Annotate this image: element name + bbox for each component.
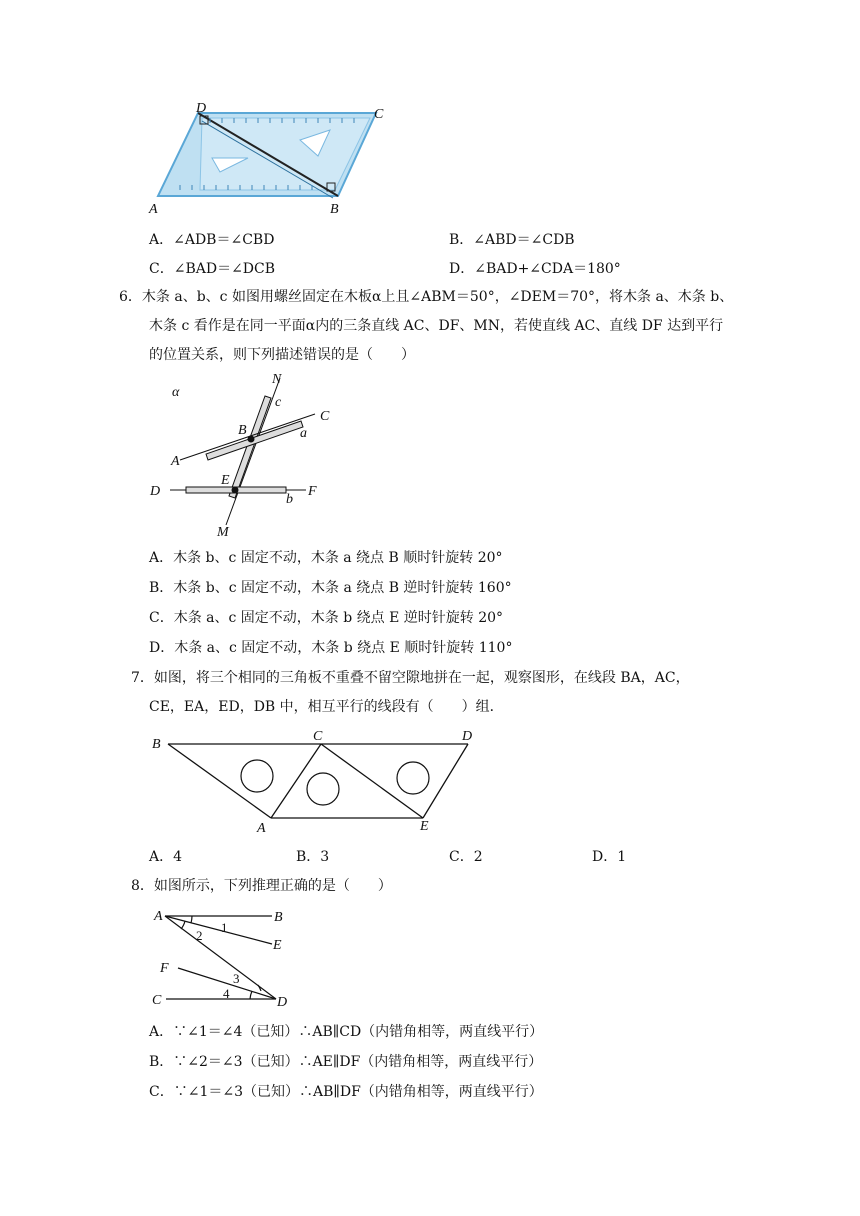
q8-label-angle-1: 1 xyxy=(221,920,228,935)
q8-option-a[interactable]: A．∵∠1＝∠4（已知）∴AB∥CD（内错角相等，两直线平行） xyxy=(149,1024,544,1040)
q8-label-angle-3: 3 xyxy=(233,971,240,986)
q5-option-d[interactable]: D．∠BAD+∠CDA＝180° xyxy=(449,261,621,277)
q7-label-C: C xyxy=(313,729,323,744)
q8-stem: 8．如图所示，下列推理正确的是（ ） xyxy=(131,878,392,894)
q6-label-alpha: α xyxy=(172,385,180,400)
q5-option-a[interactable]: A．∠ADB＝∠CBD xyxy=(149,232,275,248)
q8-label-C: C xyxy=(152,993,162,1008)
q5-parallelogram-figure xyxy=(140,100,400,220)
q5-label-B: B xyxy=(330,202,339,217)
q5-option-b[interactable]: B．∠ABD＝∠CDB xyxy=(449,232,575,248)
q6-option-a[interactable]: A．木条 b、c 固定不动，木条 a 绕点 B 顺时针旋转 20° xyxy=(149,550,503,566)
q6-label-D: D xyxy=(150,484,161,499)
q6-label-M: M xyxy=(217,525,229,540)
q7-option-b[interactable]: B．3 xyxy=(296,849,330,865)
q6-stem-line-2: 木条 c 看作是在同一平面α内的三条直线 AC、DF、MN，若使直线 AC、直线 DF 达到平行 xyxy=(149,318,724,334)
q7-triangles-figure xyxy=(140,722,490,842)
q7-option-a[interactable]: A．4 xyxy=(149,849,183,865)
q6-label-A: A xyxy=(171,454,180,469)
q5-label-A: A xyxy=(149,202,158,217)
q8-option-b[interactable]: B．∵∠2＝∠3（已知）∴AE∥DF（内错角相等，两直线平行） xyxy=(149,1054,543,1070)
q6-label-F: F xyxy=(308,484,317,499)
q8-label-D: D xyxy=(277,995,288,1010)
q6-label-B: B xyxy=(238,423,247,438)
q6-sticks-figure xyxy=(140,370,340,540)
q6-stem-line-3: 的位置关系，则下列描述错误的是（ ） xyxy=(149,347,415,363)
q7-label-E: E xyxy=(420,819,429,834)
q7-label-D: D xyxy=(462,729,473,744)
q6-label-b: b xyxy=(286,492,293,507)
q6-label-c: c xyxy=(275,395,282,410)
q5-option-c[interactable]: C．∠BAD＝∠DCB xyxy=(149,261,276,277)
q8-label-F: F xyxy=(160,961,169,976)
q8-label-angle-2: 2 xyxy=(196,928,203,943)
q6-label-a: a xyxy=(300,426,307,441)
q6-stem-line-1: 6．木条 a、b、c 如图用螺丝固定在木板α上且∠ABM＝50°，∠DEM＝70°，将木条 a、木条 b、 xyxy=(119,289,734,305)
q5-label-D: D xyxy=(196,101,207,116)
q7-stem-line-2: CE，EA，ED，DB 中，相互平行的线段有（ ）组． xyxy=(149,699,504,715)
q6-option-c[interactable]: C．木条 a、c 固定不动，木条 b 绕点 E 逆时针旋转 20° xyxy=(149,610,504,626)
q6-label-N: N xyxy=(272,372,282,387)
q8-label-E: E xyxy=(273,938,282,953)
q6-option-d[interactable]: D．木条 a、c 固定不动，木条 b 绕点 E 顺时针旋转 110° xyxy=(149,640,513,656)
q8-angles-figure xyxy=(140,902,310,1012)
q6-option-b[interactable]: B．木条 b、c 固定不动，木条 a 绕点 B 逆时针旋转 160° xyxy=(149,580,512,596)
q5-label-C: C xyxy=(374,107,384,122)
q7-option-d[interactable]: D．1 xyxy=(592,849,627,865)
q7-label-B: B xyxy=(152,737,161,752)
q8-option-c[interactable]: C．∵∠1＝∠3（已知）∴AB∥DF（内错角相等，两直线平行） xyxy=(149,1084,543,1100)
q7-option-c[interactable]: C．2 xyxy=(449,849,483,865)
q7-label-A: A xyxy=(257,821,266,836)
q6-label-C: C xyxy=(320,409,330,424)
q8-label-angle-4: 4 xyxy=(223,986,230,1001)
q6-label-E: E xyxy=(221,473,230,488)
q7-stem-line-1: 7．如图，将三个相同的三角板不重叠不留空隙地拼在一起，观察图形，在线段 BA，AC， xyxy=(131,670,690,686)
q8-label-A: A xyxy=(154,909,163,924)
q8-label-B: B xyxy=(274,910,283,925)
